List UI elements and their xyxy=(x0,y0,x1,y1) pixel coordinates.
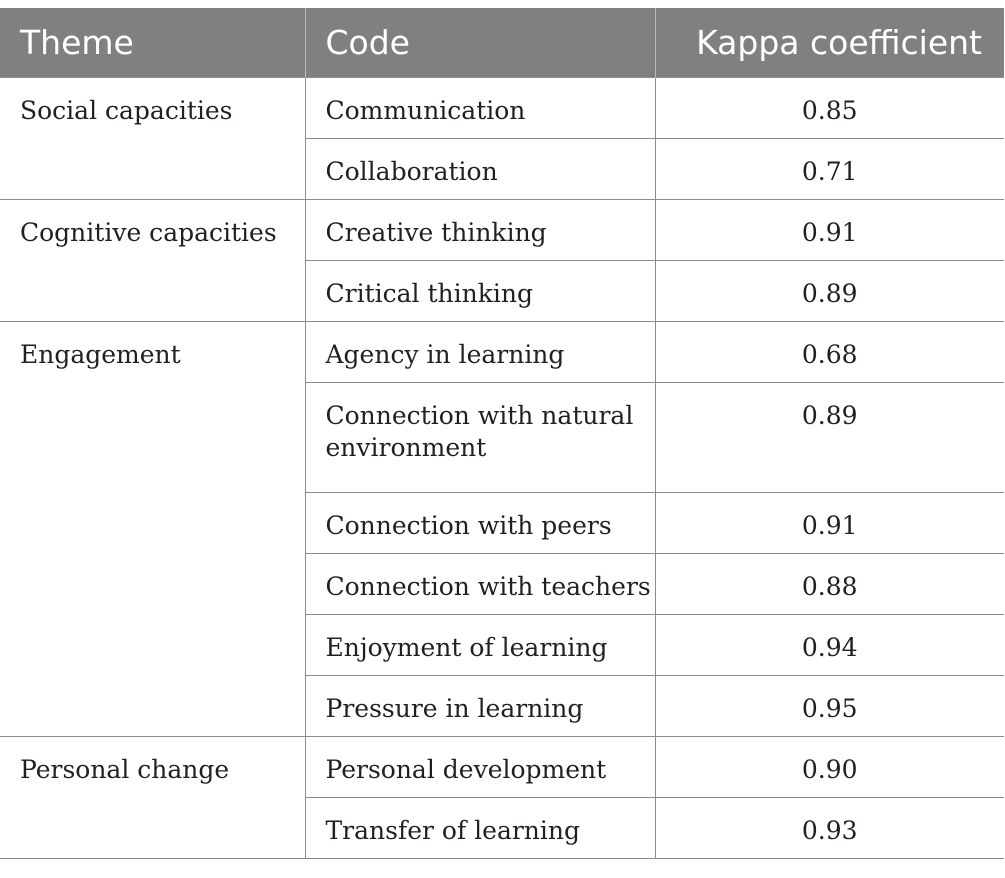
kappa-cell: 0.85 xyxy=(655,77,1004,138)
code-cell: Creative thinking xyxy=(305,199,655,260)
table-row xyxy=(0,199,1004,260)
header-theme: Theme xyxy=(20,22,134,62)
kappa-cell: 0.89 xyxy=(655,382,1004,492)
table-row xyxy=(0,77,1004,138)
kappa-cell: 0.91 xyxy=(655,199,1004,260)
header-code: Code xyxy=(305,8,655,77)
kappa-cell: 0.89 xyxy=(655,260,1004,321)
table-row xyxy=(0,736,1004,797)
code-cell: Collaboration xyxy=(305,138,655,199)
kappa-table xyxy=(0,8,1004,859)
code-cell: Pressure in learning xyxy=(305,675,655,736)
code-cell: Transfer of learning xyxy=(305,797,655,858)
code-cell: Personal development xyxy=(305,736,655,797)
code-cell: Enjoyment of learning xyxy=(305,614,655,675)
theme-cell: Engagement xyxy=(0,321,305,736)
code-cell: Connection with peers xyxy=(305,492,655,553)
kappa-cell: 0.94 xyxy=(655,614,1004,675)
kappa-cell: 0.91 xyxy=(655,492,1004,553)
table-header xyxy=(0,8,1004,77)
code-cell: Agency in learning xyxy=(305,321,655,382)
kappa-cell: 0.95 xyxy=(655,675,1004,736)
kappa-cell: 0.90 xyxy=(655,736,1004,797)
code-cell: Connection with teachers xyxy=(305,553,655,614)
kappa-cell: 0.68 xyxy=(655,321,1004,382)
code-cell: Critical thinking xyxy=(305,260,655,321)
kappa-cell: 0.71 xyxy=(655,138,1004,199)
kappa-cell: 0.93 xyxy=(655,797,1004,858)
kappa-cell: 0.88 xyxy=(655,553,1004,614)
header-kappa: Kappa coefficient xyxy=(655,8,1004,77)
theme-cell: Social capacities xyxy=(0,77,305,199)
table-row xyxy=(0,321,1004,382)
code-cell: Communication xyxy=(305,77,655,138)
theme-cell: Personal change xyxy=(0,736,305,858)
theme-cell: Cognitive capacities xyxy=(0,199,305,321)
code-cell: Connection with natural environment xyxy=(305,382,655,492)
